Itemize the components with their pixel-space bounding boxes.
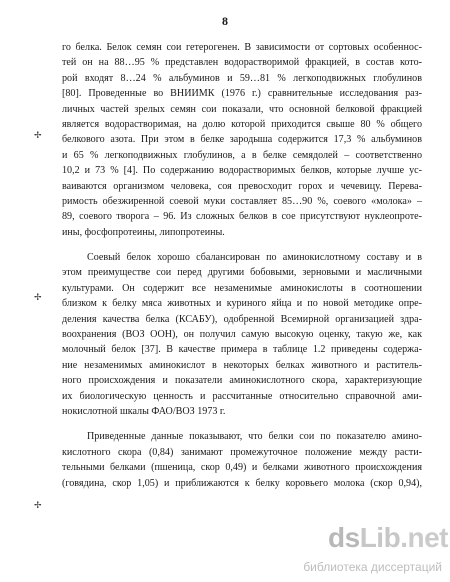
- text-line: этом преимуществе сои перед другими бобовыми, зерновыми и масличными: [62, 267, 422, 279]
- text-line: [80]. Проведенные во ВНИИМК (1976 г.) сравнительные исследования раз-: [62, 88, 422, 100]
- text-line: (говядина, скор 1,05) и приближаются к белку коровьего молока (скор 0,94),: [62, 477, 422, 489]
- page-number: 8: [222, 14, 228, 28]
- text-line: 10,2 и 73 % [4]. По содержанию водорастворимых белков, которые лучше ус-: [62, 165, 422, 177]
- margin-mark: ✢: [34, 292, 42, 302]
- text-line: ние незаменимых аминокислот в некоторых белках животного и раститель-: [62, 359, 422, 371]
- text-line: является водорастворимая, на долю которой приходится свыше 80 % общего: [62, 118, 422, 130]
- text-line: их биологическую ценность и рассчитанные относительно справочной ами-: [62, 390, 422, 402]
- text-line: нокислотной шкалы ФАО/ВОЗ 1973 г.: [62, 405, 226, 417]
- text-line: молочный белок [37]. В качестве примера в таблице 1.2 приведены содержа-: [62, 344, 422, 356]
- text-line: Соевый белок хорошо сбалансирован по аминокислотному составу и в: [87, 252, 422, 264]
- text-line: го белка. Белок семян сои гетерогенен. В зависимости от сортовых особеннос-: [62, 42, 422, 53]
- watermark: [300, 522, 450, 582]
- text-line: кислотного скора (0,84) занимают промежуточное положение между расти-: [62, 446, 422, 458]
- text-line: римость обезжиренной соевой муки составляет 85…90 %, соевого «молока» –: [62, 195, 422, 207]
- text-line: воохранения (ВОЗ ООН), он получил самую высокую оценку, такую же, как: [62, 329, 422, 341]
- margin-mark: ✢: [34, 130, 42, 140]
- text-line: близком к белку мяса животных и куриного яйца и по новой методике опре-: [62, 298, 422, 310]
- text-line: ины, фосфопротеины, липопротеины.: [62, 226, 225, 238]
- text-line: тельными белками (пшеница, скор 0,49) и белками животного происхождения: [62, 462, 422, 474]
- text-line: 89, соевого творога – 96. Из сложных белков в сое присутствуют нуклеопроте-: [62, 211, 422, 223]
- text-line: Приведенные данные показывают, что белки сои по показателю амино-: [87, 431, 422, 443]
- text-line: рой входят 8…24 % альбуминов и 59…81 % легкоподвижных глобулинов: [62, 72, 422, 84]
- text-line: ного происхождения и показатели аминокислотного скора, характеризующие: [62, 375, 422, 387]
- text-line: белкового азота. При этом в белке зародыша содержится 17,3 % альбуминов: [62, 134, 422, 146]
- text-line: тей он на 88…95 % представлен водорастворимой фракцией, в состав кото-: [62, 57, 422, 69]
- text-line: культурами. Он содержит все незаменимые аминокислоты в соотношении: [62, 282, 422, 294]
- text-line: деления качества белка (КСАБУ), одобренной Всемирной организацией здра-: [62, 313, 422, 325]
- document-body: [62, 40, 422, 491]
- margin-mark: ✢: [34, 500, 42, 510]
- text-line: личных частей зрелых семян сои показали, что основной белковой фракцией: [62, 103, 422, 115]
- watermark-subtitle: библиотека диссертаций: [303, 560, 442, 574]
- text-line: и 65 % легкоподвижных глобулинов, а в белке семядолей – соответственно: [62, 149, 422, 161]
- watermark-logo: dsLib.net: [328, 522, 448, 553]
- text-line: ваиваются организмом человека, соя превосходит горох и чечевицу. Перева-: [62, 180, 422, 192]
